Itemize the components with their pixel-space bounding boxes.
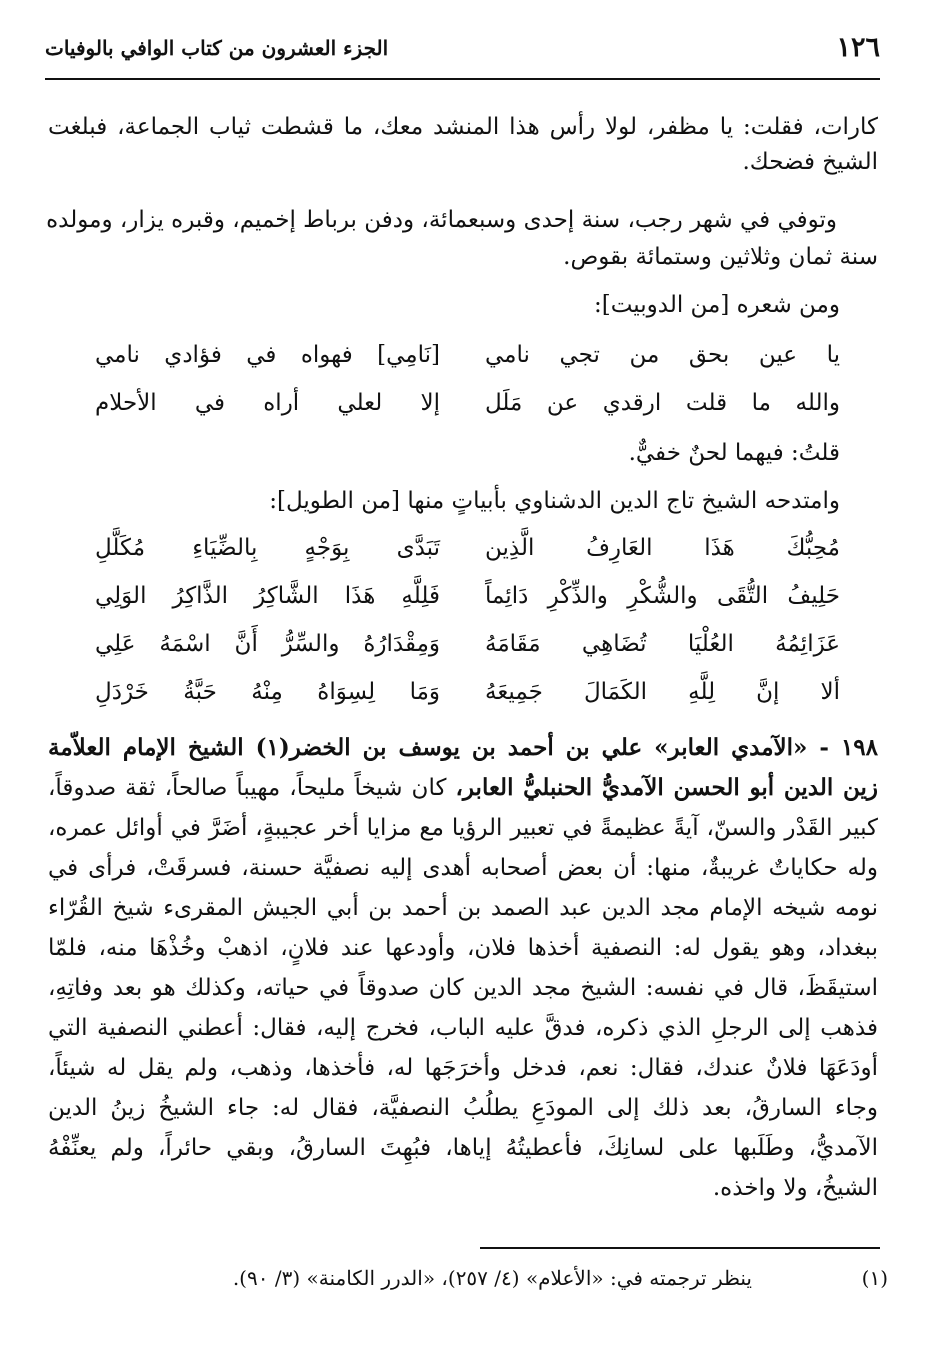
paragraph-line: ببغداد، وهو يقول له: النصفية أخذها فلان، وأودعها عند فلانٍ، اذهبْ وخُذْهَا منه، فلمّا: [48, 935, 878, 961]
paragraph-line: الشيخُ، ولا واخذه.: [712, 1175, 878, 1201]
entry-name-bold: زين الدين أبو الحسن الآمديُّ الحنبليُّ العابر،: [455, 774, 878, 801]
paragraph-line: الآمديُّ، وطَلَبها على لسانِكَ، فأعطيتُهُ إياها، فبُهِتَ السارقُ، وبقي حائراً، ولم يعنِّفْهُ: [48, 1135, 878, 1161]
footnote-text: ينظر ترجمته في: «الأعلام» (٤/ ٢٥٧)، «الدرر الكامنة» (٣/ ٩٠).: [232, 1266, 752, 1290]
verse-hemistich-right: عَزَائِمُهُ العُلْيَا تُضَاهِي مَقَامَهُ: [485, 631, 840, 657]
verse-hemistich-left: وَمِقْدَارُهُ والسِّرُّ أَنَّ اسْمَهُ عَلِي: [95, 631, 440, 657]
poem-intro: ومن شعره [من الدوبيت]:: [593, 292, 840, 318]
verse-hemistich-left: فَلِلَّهِ هَذَا الشَّاكِرُ الذَّاكِرُ الوَلِي: [95, 583, 440, 609]
paragraph-line: وله حكاياتٌ غريبةٌ، منها: أن بعض أصحابه أهدى إليه نصفيَّة حسنة، فسرقَتْ، فرأى في: [48, 855, 878, 881]
verse-hemistich-right: حَلِيفُ التُّقَى والشُّكْرِ والذِّكْرِ دَائِماً: [485, 583, 840, 609]
paragraph-line: أودَعَهَا فلانٌ عندك، فقال: نعم، فدخل وأخرَجَها له، فأخذها، وذهب، ولم يقل له شيئاً،: [48, 1055, 878, 1081]
verse-hemistich-left: [نَامِي] فهواه في فؤادي نامي: [95, 342, 440, 368]
paragraph-line: سنة ثمان وثلاثين وستمائة بقوص.: [563, 244, 878, 270]
poem-intro: وامتدحه الشيخ تاج الدين الدشناوي بأبياتٍ منها [من الطويل]:: [269, 488, 840, 514]
footnote-marker: (١): [861, 1266, 888, 1290]
paragraph-line: كبير القَدْر والسنّ، آيةً عظيمةً في تعبير الرؤيا مع مزايا أخر عجيبةٍ، أضَرَّ في أوائل عمره،: [48, 815, 878, 841]
paragraph-line: وجاء السارقُ، بعد ذلك إلى المودَعِ يطلُبُ النصفيَّة، فقال له: جاء الشيخُ زينُ الدين: [48, 1095, 878, 1121]
paragraph-line: كارات، فقلت: يا مظفر، لولا رأس هذا المنشد معك، ما قشطت ثياب الجماعة، فبلغت: [48, 114, 878, 140]
verse-hemistich-right: مُحِبُّكَ هَذَا العَارِفُ الَّذِين: [485, 535, 840, 561]
running-title: الجزء العشرون من كتاب الوافي بالوفيات: [45, 36, 389, 60]
author-note: قلتُ: فيهما لحنٌ خفيٌّ.: [628, 440, 840, 466]
entry-text: كان شيخاً مليحاً، مهيباً صالحاً، ثقة صدوقاً،: [48, 775, 456, 801]
entry-heading: ١٩٨ - «الآمدي العابر» علي بن أحمد بن يوسف بن الخضر(١) الشيخ الإمام العلاّمة: [48, 734, 878, 761]
paragraph-line: نومه شيخه الإمام مجد الدين عبد الصمد بن أحمد بن أبي الجيش المقرىء شيخ القُرّاء: [48, 895, 878, 921]
verse-hemistich-left: تَبَدَّى بِوَجْهٍ بِالضِّيَاءِ مُكَلَّلِ: [95, 535, 440, 561]
paragraph-line: الشيخ فضحك.: [742, 149, 878, 175]
page-number: ١٢٦: [836, 32, 880, 63]
paragraph-line: فذهب إلى الرجلِ الذي ذكره، فدقَّ عليه الباب، فخرج إليه، فقال: أعطني النصفية التي: [48, 1015, 878, 1041]
paragraph-line: وتوفي في شهر رجب، سنة إحدى وسبعمائة، ودفن برباط إخميم، وقبره يزار، ومولده: [46, 207, 837, 233]
verse-hemistich-right: ألا إنَّ لِلَّهِ الكَمَالَ جَمِيعَهُ: [485, 679, 840, 705]
paragraph-line: [48, 773, 878, 803]
footnote-divider: [480, 1247, 880, 1249]
verse-hemistich-right: والله ما قلت ارقدي عن مَلَل: [485, 390, 840, 416]
running-header: [45, 30, 880, 80]
verse-hemistich-left: إلا لعلي أراه في الأحلام: [95, 390, 440, 416]
verse-hemistich-right: يا عين بحق من تجي نامي: [485, 342, 840, 368]
paragraph-line: استيقَظَ، قال في نفسه: الشيخ مجد الدين كان صدوقاً في حياته، وكذلك هو بعد وفاتِهِ،: [48, 975, 878, 1001]
verse-hemistich-left: وَمَا لِسِوَاهُ مِنْهُ حَبَّةُ خَرْدَلِ: [95, 679, 440, 705]
